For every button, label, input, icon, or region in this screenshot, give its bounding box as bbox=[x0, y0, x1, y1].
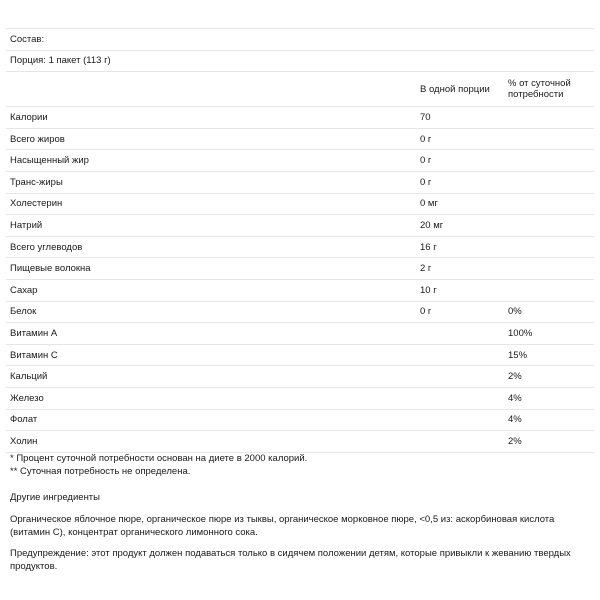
header-percent-daily: % от суточной потребности bbox=[504, 72, 594, 107]
nutrient-amount: 2 г bbox=[416, 258, 504, 280]
table-row bbox=[6, 128, 594, 150]
nutrient-amount: 0 мг bbox=[416, 193, 504, 215]
table-row bbox=[6, 301, 594, 323]
other-ingredients-title: Другие ингредиенты bbox=[10, 492, 100, 503]
table-row bbox=[6, 431, 594, 453]
header-blank bbox=[6, 72, 416, 107]
warning-text: Предупреждение: этот продукт должен подаваться только в сидячем положении детям, которые привыкли к жеванию твердых продуктов. bbox=[10, 548, 571, 572]
table-row bbox=[6, 279, 594, 301]
nutrient-percent: 4% bbox=[504, 387, 594, 409]
table-row bbox=[6, 409, 594, 431]
nutrient-name: Сахар bbox=[6, 279, 416, 301]
nutrient-name: Витамин C bbox=[6, 344, 416, 366]
nutrient-amount: 10 г bbox=[416, 279, 504, 301]
nutrition-table bbox=[6, 28, 594, 453]
nutrient-percent bbox=[504, 279, 594, 301]
nutrient-percent bbox=[504, 215, 594, 237]
footnote-not-established: ** Суточная потребность не определена. bbox=[10, 465, 191, 477]
nutrient-amount bbox=[416, 409, 504, 431]
nutrient-amount: 0 г bbox=[416, 128, 504, 150]
nutrient-name: Всего жиров bbox=[6, 128, 416, 150]
table-row bbox=[6, 193, 594, 215]
nutrient-amount bbox=[416, 366, 504, 388]
nutrient-amount: 16 г bbox=[416, 236, 504, 258]
nutrient-amount bbox=[416, 387, 504, 409]
nutrient-amount bbox=[416, 323, 504, 345]
serving-size: Порция: 1 пакет (113 г) bbox=[6, 50, 594, 72]
nutrient-name: Кальций bbox=[6, 366, 416, 388]
nutrient-amount: 0 г bbox=[416, 301, 504, 323]
nutrient-name: Натрий bbox=[6, 215, 416, 237]
header-per-serving: В одной порции bbox=[416, 72, 504, 107]
nutrient-percent: 2% bbox=[504, 366, 594, 388]
nutrient-name: Холин bbox=[6, 431, 416, 453]
nutrient-amount: 0 г bbox=[416, 150, 504, 172]
table-row bbox=[6, 323, 594, 345]
nutrient-name: Белок bbox=[6, 301, 416, 323]
table-row bbox=[6, 387, 594, 409]
nutrient-name: Железо bbox=[6, 387, 416, 409]
table-row bbox=[6, 150, 594, 172]
composition-label: Состав: bbox=[6, 29, 594, 51]
nutrient-name: Всего углеводов bbox=[6, 236, 416, 258]
nutrient-percent bbox=[504, 236, 594, 258]
footnote-daily-value: * Процент суточной потребности основан на диете в 2000 калорий. bbox=[10, 453, 308, 464]
table-row bbox=[6, 344, 594, 366]
nutrient-name: Насыщенный жир bbox=[6, 150, 416, 172]
nutrient-percent bbox=[504, 258, 594, 280]
nutrient-amount: 0 г bbox=[416, 171, 504, 193]
footnotes bbox=[10, 453, 307, 478]
nutrient-percent bbox=[504, 193, 594, 215]
table-row bbox=[6, 107, 594, 129]
nutrient-percent: 0% bbox=[504, 301, 594, 323]
table-row bbox=[6, 215, 594, 237]
nutrient-name: Витамин A bbox=[6, 323, 416, 345]
table-row bbox=[6, 236, 594, 258]
nutrient-amount: 70 bbox=[416, 107, 504, 129]
table-row bbox=[6, 171, 594, 193]
table-row bbox=[6, 258, 594, 280]
nutrient-name: Калории bbox=[6, 107, 416, 129]
nutrient-name: Транс-жиры bbox=[6, 171, 416, 193]
nutrient-percent: 100% bbox=[504, 323, 594, 345]
nutrient-percent bbox=[504, 128, 594, 150]
nutrient-name: Пищевые волокна bbox=[6, 258, 416, 280]
nutrient-name: Фолат bbox=[6, 409, 416, 431]
nutrient-name: Холестерин bbox=[6, 193, 416, 215]
nutrient-amount bbox=[416, 431, 504, 453]
nutrient-amount bbox=[416, 344, 504, 366]
nutrient-amount: 20 мг bbox=[416, 215, 504, 237]
nutrient-percent bbox=[504, 150, 594, 172]
nutrient-percent: 2% bbox=[504, 431, 594, 453]
nutrient-percent bbox=[504, 107, 594, 129]
nutrient-percent: 4% bbox=[504, 409, 594, 431]
table-row bbox=[6, 366, 594, 388]
nutrient-percent: 15% bbox=[504, 344, 594, 366]
nutrient-percent bbox=[504, 171, 594, 193]
ingredients-text: Органическое яблочное пюре, органическое пюре из тыквы, органическое морковное пюре, <0,5 из: аскорбиновая кислота (витамин C), концентрат органического лимонного сока. bbox=[10, 514, 555, 538]
